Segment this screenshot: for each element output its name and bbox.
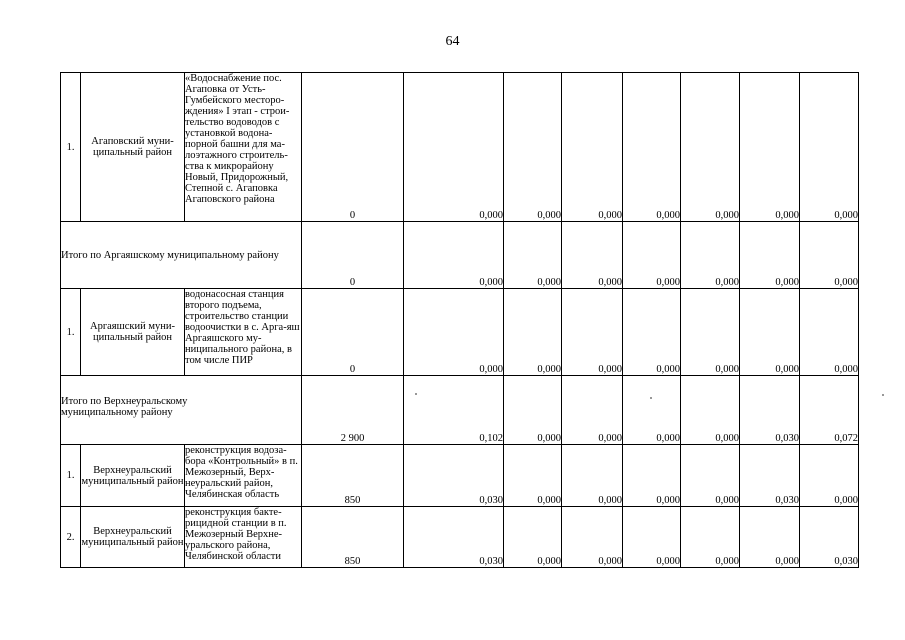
value-cell: 0,102 <box>404 376 504 445</box>
table-row <box>61 289 859 376</box>
project-description: реконструкция водоза-бора «Контрольный» в п. Межозерный, Верх-неуральский район, Челябинская область <box>185 445 302 507</box>
district-name: Верхнеуральский муниципальный район <box>81 445 185 507</box>
district-name: Аргаяшский муни-ципальный район <box>81 289 185 376</box>
value-cell: 850 <box>302 445 404 507</box>
value-cell: 0,030 <box>404 445 504 507</box>
page-number: 64 <box>445 34 460 49</box>
value-cell: 0,000 <box>681 73 740 222</box>
value-cell: 0,000 <box>623 507 681 568</box>
scan-speck <box>882 394 884 396</box>
value-cell: 0,000 <box>740 289 800 376</box>
value-cell: 0,000 <box>623 376 681 445</box>
value-cell: 0,000 <box>623 73 681 222</box>
district-name: Верхнеуральский муниципальный район <box>81 507 185 568</box>
table-row <box>61 445 859 507</box>
data-table <box>60 72 859 568</box>
row-number: 1. <box>61 289 81 376</box>
value-cell: 0,000 <box>504 222 562 289</box>
value-cell: 0,030 <box>740 445 800 507</box>
value-cell: 0,000 <box>404 222 504 289</box>
value-cell: 0,000 <box>800 289 859 376</box>
value-cell: 0,000 <box>800 73 859 222</box>
scan-speck <box>415 393 417 395</box>
row-number: 2. <box>61 507 81 568</box>
value-cell: 850 <box>302 507 404 568</box>
value-cell: 0,000 <box>504 73 562 222</box>
value-cell: 0,030 <box>740 376 800 445</box>
value-cell: 0,030 <box>404 507 504 568</box>
value-cell: 0,000 <box>681 507 740 568</box>
value-cell: 2 900 <box>302 376 404 445</box>
value-cell: 0 <box>302 73 404 222</box>
value-cell: 0,000 <box>623 222 681 289</box>
value-cell: 0,000 <box>504 376 562 445</box>
value-cell: 0,000 <box>800 222 859 289</box>
value-cell: 0,000 <box>562 445 623 507</box>
value-cell: 0,000 <box>740 73 800 222</box>
value-cell: 0,030 <box>800 507 859 568</box>
value-cell: 0,000 <box>623 445 681 507</box>
value-cell: 0 <box>302 222 404 289</box>
value-cell: 0,000 <box>681 222 740 289</box>
value-cell: 0,072 <box>800 376 859 445</box>
value-cell: 0,000 <box>623 289 681 376</box>
project-description: реконструкция бакте-рицидной станции в п. Межозерный Верхне-уральского района, Челябинской области <box>185 507 302 568</box>
value-cell: 0 <box>302 289 404 376</box>
value-cell: 0,000 <box>504 507 562 568</box>
value-cell: 0,000 <box>800 445 859 507</box>
value-cell: 0,000 <box>504 289 562 376</box>
district-name: Агаповский муни-ципальный район <box>81 73 185 222</box>
scan-speck <box>650 397 652 399</box>
value-cell: 0,000 <box>404 289 504 376</box>
total-label: Итого по Аргаяшскому муниципальному району <box>61 222 302 289</box>
value-cell: 0,000 <box>740 507 800 568</box>
table-row <box>61 376 859 445</box>
total-label: Итого по Верхнеуральскому муниципальному району <box>61 376 302 445</box>
value-cell: 0,000 <box>681 376 740 445</box>
value-cell: 0,000 <box>681 289 740 376</box>
project-description: «Водоснабжение пос. Агаповка от Усть-Гумбейского месторо-ждения» I этап - строи-тельство водоводов с установкой водона-порной башни для ма-лоэтажного строитель-ства к микрорайону Новый, Придорожный, Степной с. Агаповка Агаповского района <box>185 73 302 222</box>
value-cell: 0,000 <box>562 376 623 445</box>
value-cell: 0,000 <box>404 73 504 222</box>
value-cell: 0,000 <box>562 73 623 222</box>
table-row <box>61 222 859 289</box>
project-description: водонасосная станция второго подъема, строительство станции водоочистки в с. Арга-яш Аргаяшского му-ниципального района, в том числе ПИР <box>185 289 302 376</box>
value-cell: 0,000 <box>562 507 623 568</box>
table-row <box>61 507 859 568</box>
row-number: 1. <box>61 445 81 507</box>
value-cell: 0,000 <box>562 289 623 376</box>
table-row <box>61 73 859 222</box>
value-cell: 0,000 <box>504 445 562 507</box>
value-cell: 0,000 <box>681 445 740 507</box>
row-number: 1. <box>61 73 81 222</box>
value-cell: 0,000 <box>562 222 623 289</box>
value-cell: 0,000 <box>740 222 800 289</box>
